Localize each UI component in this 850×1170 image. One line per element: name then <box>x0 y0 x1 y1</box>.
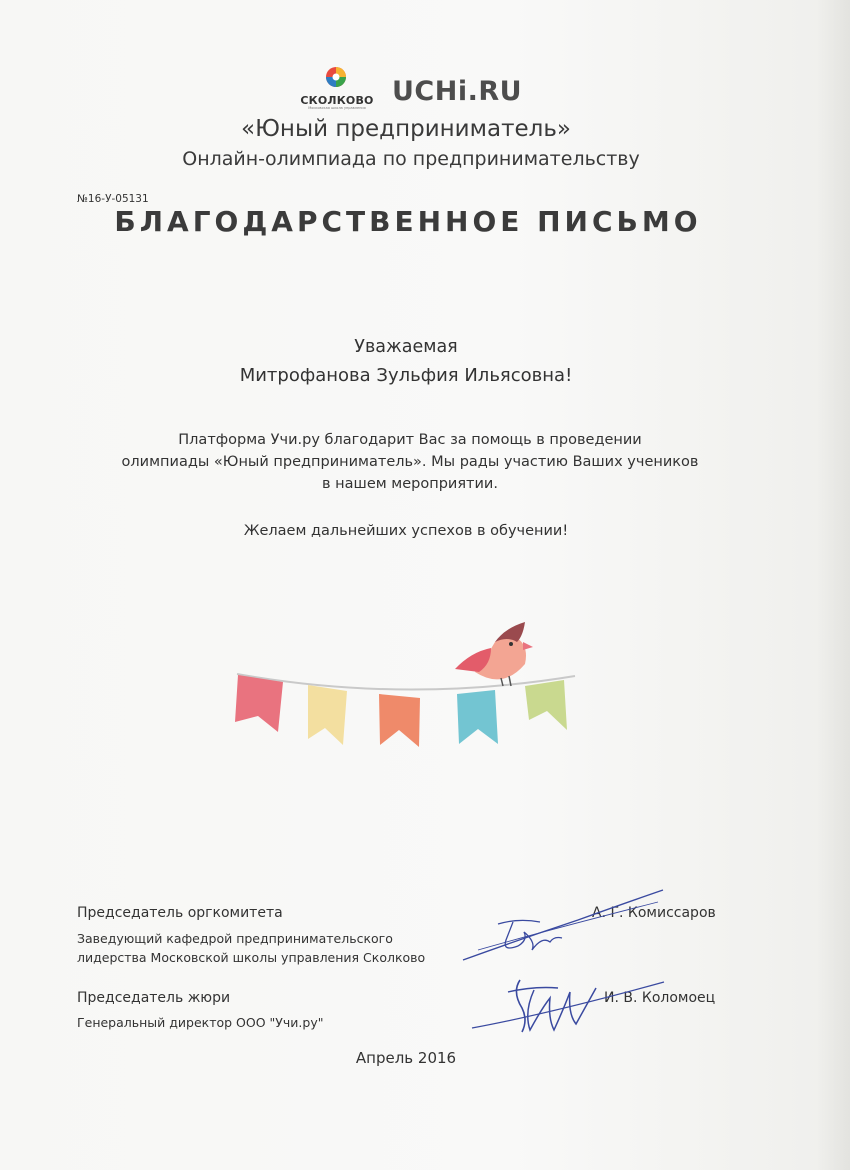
flag-yellow-icon <box>308 685 347 745</box>
chair1-desc-line-1: Заведующий кафедрой предпринимательского <box>77 931 393 946</box>
chair2-title: Председатель жюри <box>77 990 231 1006</box>
chair1-description <box>77 929 497 967</box>
flag-orange-icon <box>379 694 420 747</box>
skolkovo-subtitle: Московская школа управления <box>308 106 366 110</box>
scan-edge-shadow <box>816 0 850 1170</box>
flag-blue-icon <box>457 690 498 744</box>
garland-illustration <box>225 612 595 762</box>
chair2-description: Генеральный директор ООО "Учи.ру" <box>77 1015 324 1030</box>
closing-wish: Желаем дальнейших успехов в обучении! <box>243 523 569 539</box>
chair1-name: А. Г. Комиссаров <box>592 905 716 921</box>
logo-bar <box>0 62 850 114</box>
body-line-1: Платформа Учи.ру благодарит Вас за помощь в проведении <box>178 432 642 448</box>
document-heading: БЛАГОДАРСТВЕННОЕ ПИСЬМО <box>114 205 702 238</box>
recipient-name: Митрофанова Зульфия Ильясовна! <box>239 365 573 386</box>
salutation: Уважаемая <box>354 337 458 357</box>
chair1-desc-line-2: лидерства Московской школы управления Сколково <box>77 950 426 965</box>
chair1-title: Председатель оргкомитета <box>77 905 283 921</box>
olympiad-title: «Юный предприниматель» <box>241 116 571 142</box>
garland-string <box>237 674 575 690</box>
uchi-logo: UCHi.RU <box>392 76 523 107</box>
body-line-3: в нашем мероприятии. <box>322 476 498 492</box>
document-number: №16-У-05131 <box>77 193 149 205</box>
body-line-2: олимпиады «Юный предприниматель». Мы рады участию Ваших учеников <box>121 454 699 470</box>
letter-body <box>60 429 760 495</box>
flag-red-icon <box>235 675 283 732</box>
flag-green-icon <box>525 680 567 730</box>
signature-komissarov <box>458 880 668 975</box>
olympiad-subtitle: Онлайн-олимпиада по предпринимательству <box>182 148 640 170</box>
chair2-name: И. В. Коломоец <box>604 990 716 1006</box>
bird-icon <box>455 622 533 686</box>
skolkovo-label: СКОЛКОВО <box>300 94 374 107</box>
signature-kolomoets <box>468 968 668 1043</box>
document-date: Апрель 2016 <box>355 1049 457 1067</box>
